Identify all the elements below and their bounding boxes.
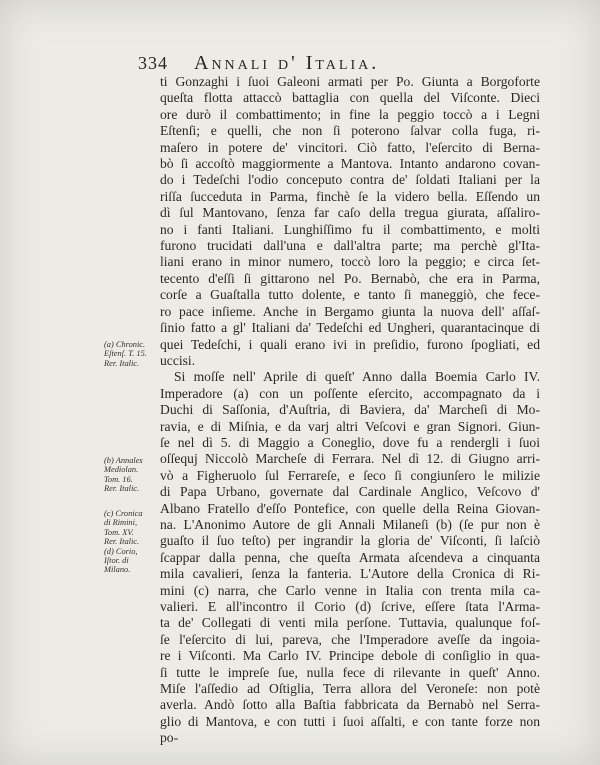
text-line: ore durò il combattimento; in fine la peggio toccò a i Legni <box>160 106 540 122</box>
text-line: mini (c) narra, che Carlo venne in Italia con trenta mila ca- <box>160 582 540 598</box>
marginal-note-line: Mediolan. <box>104 465 139 475</box>
text-line: Albano Fratello d'eſſo Pontefice, con quelle della Reina Giovan- <box>160 500 540 516</box>
text-line: bò ſi accoſtò maggiormente a Mantova. Intanto andarono covan- <box>160 156 540 172</box>
text-line: ſinio fatto a gl' Italiani da' Tedeſchi ed Ungheri, quarantacinque di <box>160 320 540 336</box>
text-line: liani erano in minor numero, toccò loro la peggio; e circa ſet- <box>160 254 540 270</box>
text-line: glio di Mantova, e con tutti i ſuoi aſſalti, e con tante forze non <box>160 713 540 729</box>
text-line: Duchi di Saſſonia, d'Auſtria, di Baviera, da' Marcheſi di Mo- <box>160 402 540 418</box>
text-line: ti Gonzaghi i ſuoi Galeoni armati per Po. Giunta a Borgoforte <box>160 74 540 89</box>
marginal-note-line: Rer. Italic. <box>104 484 140 494</box>
text-line: Miſe l'aſſedio ad Oſtiglia, Terra allora del Veroneſe: non potè <box>160 681 540 697</box>
text-line: quei Tedeſchi, i quali erano ivi in preſidio, furono ſpogliati, ed <box>160 336 540 352</box>
text-line: uccisi. <box>160 352 196 368</box>
text-line: no i fanti Italiani. Lunghiſſimo fu il combattimento, e molti <box>160 221 540 237</box>
text-line: ravia, e di Miſnia, e da varj altri Veſcovi e gran Signori. Giun- <box>160 418 540 434</box>
running-title: Annali d' Italia. <box>194 52 380 74</box>
marginal-note-line: di Rimini, <box>104 518 138 528</box>
marginal-note-line: (d) Corio, <box>104 546 138 556</box>
text-line: Si moſſe nell' Aprile di queſt' Anno dalla Boemia Carlo IV. <box>174 369 540 385</box>
text-line: guaſto il ſuo teſto) per ingrandir la gloria de' Viſconti, ſi laſciò <box>160 533 540 549</box>
marginal-note-line: Rer. Italic. <box>104 537 140 547</box>
text-line: di Papa Urbano, governate dal Cardinale Anglico, Veſcovo d' <box>160 484 540 500</box>
text-line: queſta flotta attaccò battaglia con quella del Viſconte. Dieci <box>160 90 540 106</box>
text-line: na. L'Anonimo Autore de gli Annali Milaneſi (b) (ſe pur non è <box>160 516 540 532</box>
marginal-note-line: (a) Chronic. <box>104 340 146 349</box>
text-line: ta de' Collegati di venti mila perſone. Tuttavia, qualunque foſ- <box>160 615 540 631</box>
marginal-note-line: (b) Annales <box>104 456 143 465</box>
marginal-note-b <box>104 456 162 494</box>
marginal-note-line: Iſtor. di <box>104 556 129 566</box>
marginal-note-line: Milano. <box>104 565 131 575</box>
main-text <box>160 74 540 747</box>
text-line: ſi tutte le impreſe ſue, nulla fece di rilevante in queſt' Anno. <box>160 664 540 680</box>
text-line: do i Tedeſchi l'odio conceputo contra de' ſoldati Italiani per la <box>160 172 540 188</box>
text-line: valieri. E all'incontro il Corio (d) ſcrive, eſſere ſtata l'Arma- <box>160 599 540 614</box>
text-line: mila cavalieri, ſenza la fanteria. L'Autore della Cronica di Ri- <box>160 566 540 582</box>
marginal-note-line: Eſtenſ. T. 15. <box>104 349 147 359</box>
marginal-note-line: Rer. Italic. <box>104 358 140 368</box>
page-number: 334 <box>138 53 168 73</box>
marginal-note-a <box>104 340 162 368</box>
text-line: ſe nel dì 5. di Maggio a Coneglio, dove fu a rendergli i ſuoi <box>160 434 540 450</box>
text-line: furono trucidati dall'una e dall'altra parte; ma perchè gl'Ita- <box>160 238 540 254</box>
text-line: dì ſul Mantovano, ſenza far caſo della tregua giurata, aſſaliro- <box>160 205 540 221</box>
text-line: riſſa ſucceduta in Parma, finchè ſe la videro bella. Eſſendo un <box>160 188 540 204</box>
text-line: tecento d'eſſi ſi gittarono nel Po. Bernabò, che era in Parma, <box>160 270 540 286</box>
text-line: ſe l'eſercito di lui, pareva, che l'Imperadore aveſſe da ingoia- <box>160 631 540 647</box>
text-line: ro pace inſieme. Anche in Bergamo giunta la nuova dell' aſſaſ- <box>160 303 540 319</box>
text-line: averla. Andò ſotto alla Baſtia fabbricata da Bernabò nel Serra- <box>160 697 540 713</box>
text-line: maſero in potere de' vincitori. Ciò fatto, l'eſercito di Berna- <box>160 139 540 155</box>
text-line: Imperadore (a) con un poſſente eſercito, accompagnato da i <box>160 385 540 401</box>
running-header <box>138 52 538 76</box>
marginal-note-c-d <box>104 509 162 575</box>
marginal-note-line: Tom. XV. <box>104 527 134 537</box>
text-line: oſſequj Niccolò Marcheſe di Ferrara. Nel dì 12. di Giugno arri- <box>160 451 540 467</box>
text-line: ſcappar dalla penna, che queſta Armata aſcendeva a cinquanta <box>160 549 540 565</box>
text-line: vò a Figheruolo ſul Ferrareſe, e ſeco ſi congiunſero le milizie <box>160 467 540 483</box>
text-line: corſe a Guaſtalla tutto dolente, e tanto ſi maneggiò, che fece- <box>160 287 540 303</box>
text-line: po- <box>160 730 179 746</box>
marginal-note-line: Tom. 16. <box>104 474 133 484</box>
text-line: re i Viſconti. Ma Carlo IV. Principe debole di conſiglio in qua- <box>160 648 540 664</box>
marginal-note-line: (c) Cronica <box>104 509 143 518</box>
text-line: Eſtenſi; e quelli, che non ſi poterono ſalvar colla fuga, ri- <box>160 123 540 139</box>
